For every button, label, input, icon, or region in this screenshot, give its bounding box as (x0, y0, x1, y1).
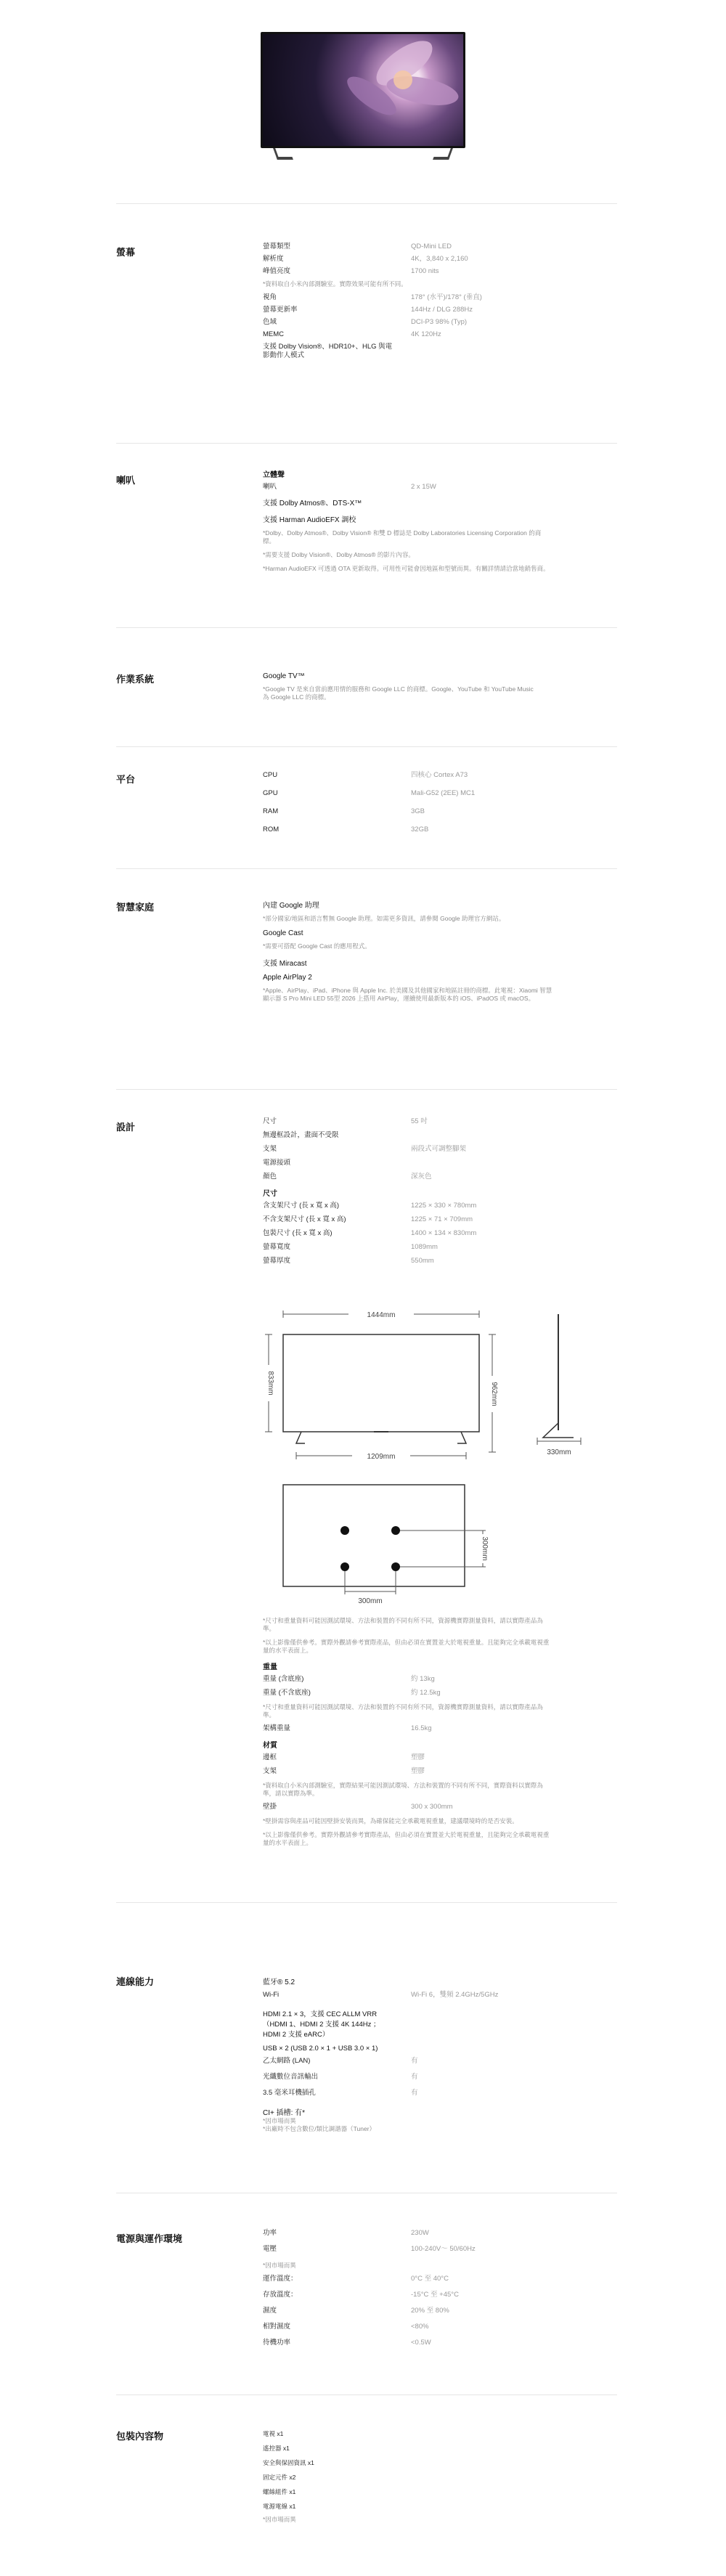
spec-row: 重量 (不含底座) 約 12.5kg (263, 1689, 441, 1697)
list-item: 安全與保固資訊 x1 (263, 2459, 314, 2466)
footnote: *以上影像僅供參考。實際外觀請參考實際產品，但由必須在實置並大於電視重量，且能夠完全承載電視重量的水平表面上。 (263, 1831, 550, 1846)
footnote: *需要可搭配 Google Cast 的應用程式。 (263, 942, 371, 950)
hdmi-ports: HDMI 2.1 × 3，支援 CEC ALLM VRR（HDMI 1、HDMI 2 支援 4K 144Hz ；HDMI 2 支援 eARC） (263, 2010, 380, 2039)
spec-row: 包裝尺寸 (長 x 寬 x 高) 1400 × 134 × 830mm (263, 1229, 477, 1237)
divider (116, 1089, 617, 1090)
section-title-power: 電源與運作環境 (116, 2233, 183, 2244)
spec-row: 解析度 4K，3,840 x 2,160 (263, 255, 468, 263)
dimensions-subtitle: 尺寸 (263, 1190, 277, 1198)
height-label-right: 962mm (490, 1382, 498, 1406)
side-dimension-diagram (530, 1314, 588, 1467)
spec-row: Wi-Fi Wi-Fi 6，雙頻 2.4GHz/5GHz (263, 1991, 499, 1999)
spec-row: 存放溫度： -15°C 至 +45°C (263, 2291, 459, 2299)
list-item: 電源電線 x1 (263, 2503, 296, 2510)
list-item: 電視 x1 (263, 2430, 284, 2437)
vesa-hole (340, 1526, 349, 1535)
design-specs (263, 1116, 553, 1269)
spec-row: 濕度 20% 至 80% (263, 2307, 449, 2315)
spec-row: CPU 四核心 Cortex A73 (263, 771, 468, 779)
spec-row: 壁掛 300 x 300mm (263, 1803, 453, 1811)
footnote: *部分國家/地區和語言暫無 Google 助理。如需更多資訊，請參閱 Google 助理官方網站。 (263, 915, 505, 922)
section-title-display: 螢幕 (116, 247, 136, 258)
feature-line: 支援 Miracast (263, 960, 307, 968)
footnote: *需要支援 Dolby Vision®、Dolby Atmos® 的影片內容。 (263, 551, 415, 558)
platform-specs (263, 770, 553, 842)
spec-row: 視角 178° (水平)/178° (垂直) (263, 293, 482, 301)
tv-stand-left (273, 148, 293, 160)
vesa-width-label: 300mm (358, 1597, 383, 1605)
spec-row: 電源接頭 (263, 1159, 291, 1167)
divider (116, 1902, 617, 1903)
tv-front-outline (283, 1334, 479, 1432)
spec-row: 運作溫度： 0°C 至 40°C (263, 2275, 449, 2283)
spec-row: 乙太網路 (LAN) 有 (263, 2057, 418, 2065)
spec-row: 色域 DCI-P3 98% (Typ) (263, 318, 468, 326)
feature-line: Apple AirPlay 2 (263, 974, 312, 982)
bluetooth: 藍牙® 5.2 (263, 1978, 295, 1986)
feature-line: 內建 Google 助理 (263, 902, 319, 910)
spec-row: 電壓 100-240V～ 50/60Hz (263, 2245, 476, 2253)
footnote: *尺寸和重量資料可能因測試環境、方法和裝置的不同有所不同，資源機實際測量資料，請以實際產品為準。 (263, 1703, 543, 1719)
spec-row: 支架 塑膠 (263, 1767, 425, 1775)
footnote: *Dolby、Dolby Atmos®、Dolby Vision® 和雙 D 標誌是 Dolby Laboratories Licensing Corporation 的商標。 (263, 529, 542, 545)
spec-row: 功率 230W (263, 2229, 429, 2237)
footnote: *資料取自小米內部測驗室。實際效果可能有所不同。 (263, 280, 407, 288)
box-contents (263, 2426, 553, 2527)
spec-row: 螢幕厚度 550mm (263, 1257, 434, 1265)
weight-subtitle: 重量 (263, 1663, 277, 1671)
height-label-left: 833mm (266, 1371, 274, 1395)
footnote: *出廠時不包含數位/類比調諧器（Tuner） (263, 2125, 376, 2132)
section-title-audio: 喇叭 (116, 475, 136, 486)
footnote: *因市場而異 (263, 2262, 296, 2269)
depth-label: 330mm (547, 1448, 571, 1456)
connectivity-specs (263, 1973, 553, 2133)
spec-row: 喇叭 2 x 15W (263, 483, 436, 491)
display-specs (263, 241, 553, 362)
os-name: Google TV™ (263, 672, 305, 680)
spec-row: 架構重量 16.5kg (263, 1724, 432, 1732)
spec-row: 光纖數位音訊輸出 有 (263, 2073, 418, 2081)
vesa-hole (391, 1562, 400, 1571)
spec-row: 含支架尺寸 (長 x 寬 x 高) 1225 × 330 × 780mm (263, 1202, 477, 1210)
section-title-platform: 平台 (116, 774, 136, 785)
section-title-connectivity: 連線能力 (116, 1976, 155, 1987)
spec-row: 相對濕度 <80% (263, 2323, 429, 2331)
divider (116, 868, 617, 869)
footnote: *壁掛需容與產品可能因壁掛安裝而異，為確保能完全承載電視重量，建議環境時的是否安裝。 (263, 1817, 518, 1825)
feature-line: Google Cast (263, 929, 303, 937)
spec-row: 螢幕類型 QD-Mini LED (263, 242, 452, 250)
footnote: *資料取自小米內部測驗室，實際結果可能因測試環境、方法和裝置的不同有所不同，實際資料以實際為準，請以實際為準。 (263, 1782, 543, 1797)
vesa-hole (340, 1562, 349, 1571)
divider (116, 627, 617, 628)
footnote: *Google TV 是來自當前應用情的服務和 Google LLC 的商標。Google、YouTube 和 YouTube Music 為 Google LLC 的商標。 (263, 685, 534, 701)
base-width-label: 1209mm (367, 1453, 396, 1461)
spec-row: 螢幕更新率 144Hz / DLG 288Hz (263, 306, 473, 314)
audio-specs (263, 466, 553, 576)
footnote: *以上影像僅供參考。實際外觀請參考實際產品，但由必須在實置並大於電視重量。且能夠完全承載電視重量的水平表面上。 (263, 1639, 550, 1654)
audio-line: 支援 Harman AudioEFX 調校 (263, 516, 356, 524)
spec-row: 邊框 塑膠 (263, 1753, 425, 1761)
footnote: *Apple、AirPlay、iPad、iPhone 與 Apple Inc. 於美國及其他國家和地區註冊的商標。此電視：Xiaomi 智慧顯示器 S Pro Mini LED 55型 2026 上搭用 AirPlay，運續使用最新版本的 iOS、iPadOS 或 macOS。 (263, 987, 552, 1002)
power-specs (263, 2227, 553, 2353)
section-title-smart-home: 智慧家庭 (116, 902, 155, 913)
tv-screen-flower-art (263, 34, 463, 146)
section-title-box-contents: 包裝內容物 (116, 2431, 164, 2442)
spec-row: ROM 32GB (263, 826, 429, 833)
divider (116, 2394, 617, 2395)
footnote: *因市場而異 (263, 2516, 296, 2523)
spec-row: MEMC 4K 120Hz (263, 330, 441, 338)
spec-row: 重量 (含底座) 約 13kg (263, 1675, 435, 1683)
footnote: *Harman AudioEFX 可透過 OTA 更新取得。可用性可能會因地區和型號而異。有關詳情請洽當地銷售商。 (263, 565, 550, 572)
list-item: 螺絲組件 x1 (263, 2488, 296, 2495)
list-item: 固定元件 x2 (263, 2474, 296, 2481)
footnote: *因市場而異 (263, 2117, 296, 2124)
footnote: *尺寸和重量資料可能因測試環境、方法和裝置的不同有所不同，資源機實際測量資料，請以實際產品為準。 (263, 1617, 543, 1632)
spec-row: 支架 兩段式可調整腳架 (263, 1145, 467, 1153)
tv-stand-right (433, 148, 453, 160)
tv-back-outline (283, 1485, 465, 1586)
design-specs-continued (263, 1615, 553, 1851)
vesa-hole (391, 1526, 400, 1535)
width-label: 1444mm (367, 1311, 396, 1319)
section-title-design: 設計 (116, 1122, 136, 1133)
smart-home-specs (263, 896, 553, 1006)
list-item: 遙控器 x1 (263, 2445, 290, 2452)
spec-row: 待機功率 <0.5W (263, 2339, 431, 2347)
usb-ports: USB × 2 (USB 2.0 × 1 + USB 3.0 × 1) (263, 2045, 378, 2053)
spec-row: 尺寸 55 吋 (263, 1117, 428, 1125)
section-title-os: 作業系統 (116, 674, 155, 685)
divider (116, 746, 617, 747)
spec-row: 無邊框設計，畫面不受限 (263, 1131, 339, 1139)
divider (116, 203, 617, 204)
vesa-height-label: 300mm (481, 1536, 489, 1561)
spec-row: 3.5 毫米耳機插孔 有 (263, 2089, 418, 2097)
material-subtitle: 材質 (263, 1742, 277, 1750)
vesa-diagram (276, 1481, 515, 1608)
hdr-support: 支援 Dolby Vision®、HDR10+、HLG 與電影動作人模式 (263, 343, 393, 359)
tv-frame (261, 32, 465, 148)
spec-row: 螢幕寬度 1089mm (263, 1243, 438, 1251)
divider (116, 443, 617, 444)
spec-row: GPU Mali-G52 (2EE) MC1 (263, 789, 476, 797)
audio-line: 支援 Dolby Atmos®、DTS-X™ (263, 500, 362, 508)
audio-subtitle: 立體聲 (263, 471, 285, 479)
spec-row: 顏色 深灰色 (263, 1173, 432, 1181)
product-image (261, 32, 465, 161)
spec-row: RAM 3GB (263, 807, 425, 815)
spec-row: 不含支架尺寸 (長 x 寬 x 高) 1225 × 71 × 709mm (263, 1215, 473, 1223)
os-specs (263, 669, 553, 705)
ci-slot: CI+ 插槽: 有* (263, 2109, 306, 2117)
spec-row: 峰值亮度 1700 nits (263, 267, 439, 275)
